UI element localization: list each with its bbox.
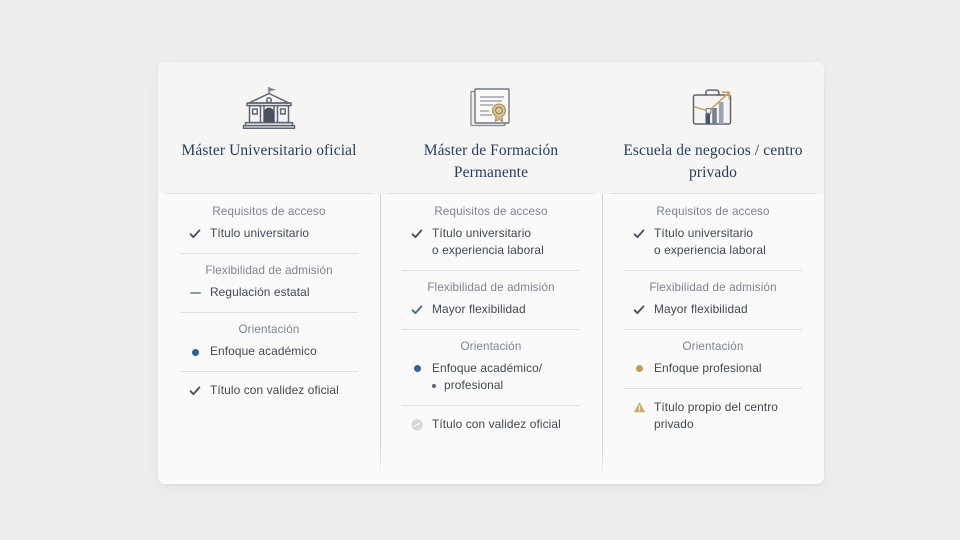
feature-row: [614, 388, 812, 444]
row-label: Orientación: [460, 339, 522, 353]
row-label: Requisitos de acceso: [656, 205, 770, 218]
feature-row: [170, 194, 368, 253]
row-text-line: Título con validez oficial: [432, 416, 561, 431]
comparison-column-master-universitario-oficial: [158, 62, 380, 484]
column-icon: [684, 84, 742, 134]
feature-item: [174, 382, 364, 399]
row-text-line: privado: [654, 416, 694, 431]
row-text-line: o experiencia laboral: [432, 242, 544, 257]
feature-item: [396, 416, 586, 433]
feature-row: [392, 405, 590, 444]
row-label: Requisitos de acceso: [434, 205, 548, 218]
column-body: [602, 194, 824, 484]
column-body: [380, 194, 602, 484]
feature-item: [396, 301, 586, 318]
comparison-column-escuela-negocios-centro-privado: [602, 62, 824, 484]
check-icon: [188, 226, 202, 242]
feature-item: [618, 399, 808, 433]
row-text-line: Título propio del centro: [654, 399, 779, 414]
briefcase-growth-chart-icon: [684, 85, 742, 133]
row-text-line: Mayor flexibilidad: [654, 301, 748, 316]
row-text-line: Enfoque académico: [210, 344, 317, 358]
bullet-dot-icon: [188, 344, 202, 360]
row-text-line: profesional: [432, 377, 542, 394]
bullet-dot-icon: [632, 361, 646, 377]
column-body: [158, 194, 380, 484]
check-icon: [632, 226, 646, 242]
bullet-dot-icon: [410, 361, 424, 377]
column-title: Máster Universitario oficial: [181, 142, 357, 159]
check-icon: [410, 302, 424, 318]
feature-text: [654, 360, 762, 377]
feature-row: [392, 329, 590, 405]
row-text-line: Título universitario: [432, 226, 532, 240]
check-icon: [632, 302, 646, 318]
feature-row: [614, 329, 812, 388]
feature-row: [392, 194, 590, 270]
row-label: Flexibilidad de admisión: [649, 280, 777, 294]
row-label: Flexibilidad de admisión: [427, 280, 555, 294]
row-label: Flexibilidad de admisión: [205, 264, 333, 277]
check-icon: [410, 226, 424, 242]
check-icon: [188, 383, 202, 399]
row-text-line: o experiencia laboral: [654, 242, 766, 257]
column-title: Máster de Formación Permanente: [423, 142, 559, 181]
row-label: Orientación: [682, 339, 744, 353]
feature-row: [170, 253, 368, 312]
row-text-line: Título universitario: [654, 226, 754, 240]
feature-item: [174, 343, 364, 360]
feature-text: [210, 284, 310, 301]
column-header: [380, 62, 602, 194]
row-text-line: Enfoque profesional: [654, 360, 762, 375]
info-circle-icon: [410, 417, 424, 433]
certificate-diploma-icon: [463, 85, 519, 133]
feature-item: [618, 301, 808, 318]
feature-text: [210, 343, 317, 360]
feature-row: [614, 270, 812, 329]
feature-text: [432, 416, 561, 433]
feature-text: [432, 301, 526, 318]
feature-text: [210, 382, 339, 399]
feature-item: [396, 225, 586, 259]
comparison-column-master-formacion-permanente: [380, 62, 602, 484]
feature-item: [618, 360, 808, 377]
column-header: [602, 62, 824, 194]
feature-text: [432, 225, 544, 259]
row-text-line: Regulación estatal: [210, 285, 310, 299]
row-label: Requisitos de acceso: [212, 205, 326, 218]
row-label: Orientación: [238, 323, 300, 336]
feature-text: [432, 360, 542, 394]
feature-item: [174, 284, 364, 301]
feature-text: [654, 399, 778, 433]
feature-row: [170, 312, 368, 371]
feature-text: [654, 225, 766, 259]
feature-text: [210, 225, 309, 242]
university-building-icon: [240, 85, 298, 133]
row-text-line: Título con validez oficial: [210, 383, 339, 397]
feature-row: [170, 371, 368, 410]
row-text-line: Enfoque académico/: [432, 360, 543, 375]
column-title: Escuela de negocios / centro privado: [623, 142, 803, 181]
comparison-card: [158, 62, 824, 484]
row-text-line: Mayor flexibilidad: [432, 301, 526, 316]
row-text-line: Título universitario: [210, 226, 310, 240]
column-icon: [463, 84, 519, 134]
feature-row: [392, 270, 590, 329]
feature-item: [396, 360, 586, 394]
feature-item: [174, 225, 364, 242]
dash-icon: [188, 285, 202, 301]
column-header: [158, 62, 380, 194]
feature-item: [618, 225, 808, 259]
warning-triangle-icon: [632, 400, 646, 416]
feature-row: [614, 194, 812, 270]
column-icon: [240, 84, 298, 134]
feature-text: [654, 301, 748, 318]
